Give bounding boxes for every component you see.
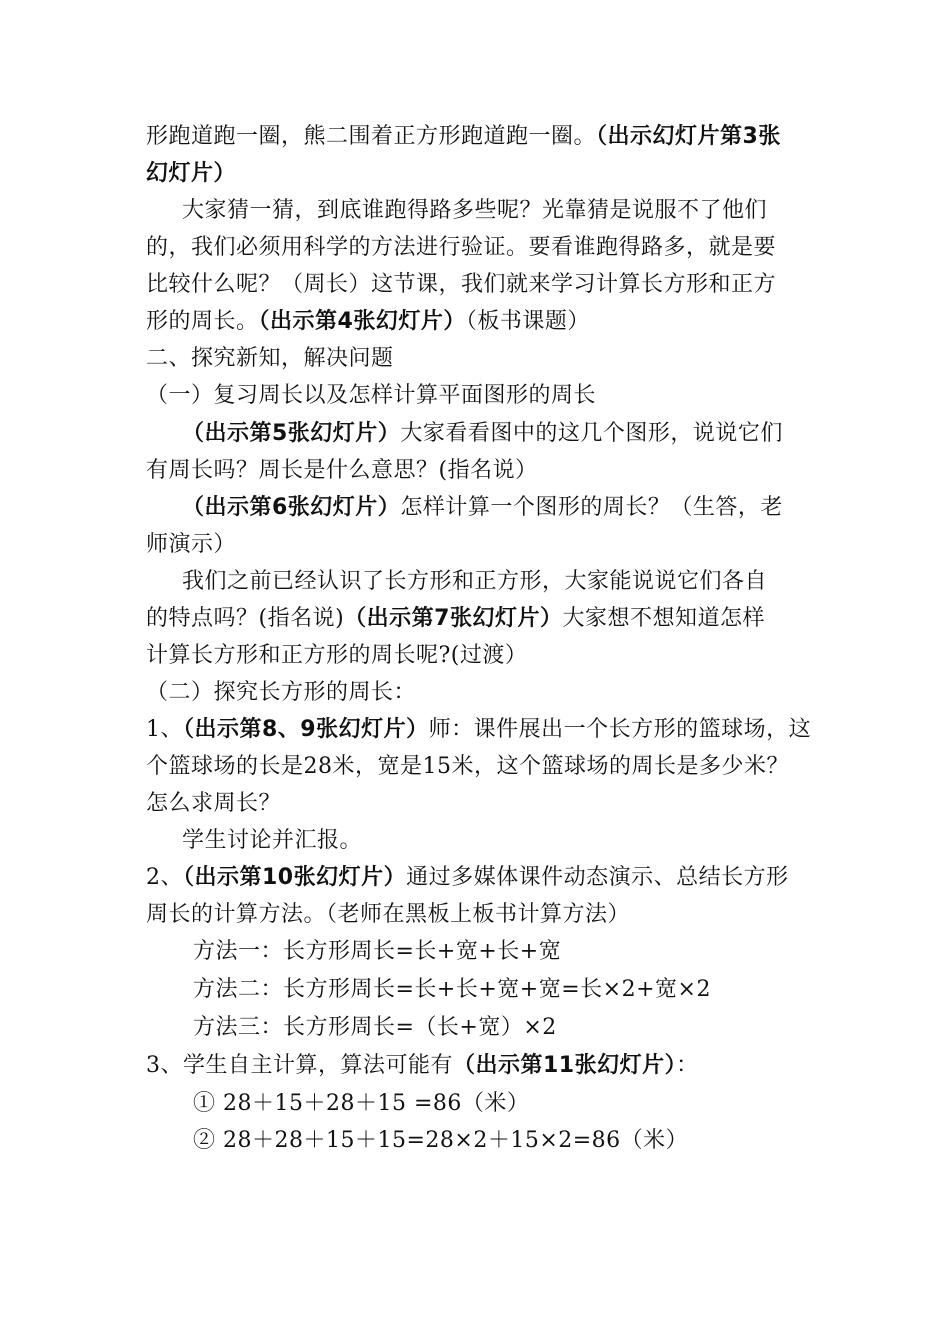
text-span: 学生讨论并汇报。 [182, 828, 363, 853]
slide-reference: （出示第7张幻灯片） [344, 606, 563, 631]
text-span: 怎么求周长？ [146, 791, 282, 816]
paragraph-first-line [182, 195, 767, 227]
text-span: 大家看看图中的这几个图形，说说它们 [400, 421, 783, 446]
paragraph-first-line [182, 566, 767, 598]
numbered-item [146, 1050, 699, 1082]
text-span: ② 28＋28＋15＋15=28×2＋15×2=86（米） [193, 1128, 689, 1153]
slide-reference: （出示第5张幻灯片） [182, 421, 401, 446]
text-span: （二）探究长方形的周长： [146, 680, 417, 705]
section-heading [146, 343, 394, 375]
text-span: （一）复习周长以及怎样计算平面图形的周长 [146, 383, 597, 408]
text-span: 大家想不想知道怎样 [562, 606, 765, 631]
text-line [146, 121, 781, 153]
slide-reference: （出示幻灯片第3张 [596, 124, 781, 149]
text-span: 方法三：长方形周长=（长+宽）×2 [193, 1015, 557, 1040]
item-number: 2、 [146, 865, 183, 890]
slide-reference: （出示第6张幻灯片） [182, 495, 401, 520]
text-span: 比较什么呢？（周长）这节课，我们就来学习计算长方形和正方 [146, 272, 777, 297]
slide-reference: （出示第4张幻灯片） [258, 309, 466, 334]
numbered-item [146, 862, 789, 894]
text-line [146, 640, 527, 672]
text-span: 二、探究新知，解决问题 [146, 346, 394, 371]
text-span: 周长的计算方法。（老师在黑板上板书计算方法） [146, 902, 631, 927]
text-span: 大家猜一猜，到底谁跑得路多些呢？光靠猜是说服不了他们 [182, 198, 768, 223]
text-span: 形的周长。 [146, 309, 259, 334]
paragraph-first-line [182, 492, 783, 524]
slide-reference: （出示第11张幻灯片） [453, 1053, 677, 1078]
text-span: 通过多媒体课件动态演示、总结长方形 [406, 865, 789, 890]
text-line [146, 269, 776, 301]
text-line [146, 455, 538, 487]
text-line [146, 306, 590, 338]
slide-reference: （出示第8、9张幻灯片） [183, 717, 429, 742]
text-span: 师：课件展出一个长方形的篮球场，这 [428, 717, 812, 742]
text-line [146, 529, 236, 561]
text-span: ① 28＋15＋28＋15 =86（米） [193, 1091, 530, 1116]
subsection-heading [146, 677, 416, 709]
text-span: 有周长吗？周长是什么意思？(指名说） [146, 458, 538, 483]
text-span: 3、学生自主计算，算法可能有 [146, 1053, 453, 1078]
numbered-item [146, 714, 811, 746]
text-span: 方法一：长方形周长=长+宽+长+宽 [193, 939, 562, 964]
text-span: ： [676, 1053, 699, 1078]
text-span: 计算长方形和正方形的周长呢?(过渡） [146, 643, 528, 668]
text-span: 师演示） [146, 532, 237, 557]
text-span: 方法二：长方形周长=长+长+宽+宽=长×2+宽×2 [193, 977, 711, 1002]
text-span: 我们之前已经认识了长方形和正方形，大家能说说它们各自 [182, 569, 768, 594]
method-line [193, 936, 561, 968]
calculation-line [193, 1088, 529, 1120]
method-line [193, 974, 711, 1006]
text-line [146, 603, 765, 635]
text-line [146, 899, 630, 931]
slide-reference: （出示第10张幻灯片） [183, 865, 407, 890]
text-span: 的，我们必须用科学的方法进行验证。要看谁跑得路多，就是要 [146, 235, 777, 260]
method-line [193, 1012, 557, 1044]
calculation-line [193, 1125, 688, 1157]
text-span: 怎样计算一个图形的周长？（生答，老 [400, 495, 783, 520]
text-span: 个篮球场的长是28米，宽是15米，这个篮球场的周长是多少米？ [146, 754, 789, 779]
subsection-heading [146, 380, 596, 412]
text-line [146, 232, 776, 264]
text-span: 形跑道跑一圈，熊二围着正方形跑道跑一圈。 [146, 124, 597, 149]
text-line [146, 788, 281, 820]
text-span: 的特点吗？(指名说) [146, 606, 345, 631]
text-span: （板书课题） [465, 309, 590, 334]
text-line [146, 751, 789, 783]
slide-reference: 幻灯片） [146, 161, 237, 186]
paragraph-first-line [182, 825, 362, 857]
paragraph-first-line [182, 418, 783, 450]
text-line [146, 158, 236, 190]
item-number: 1、 [146, 717, 183, 742]
